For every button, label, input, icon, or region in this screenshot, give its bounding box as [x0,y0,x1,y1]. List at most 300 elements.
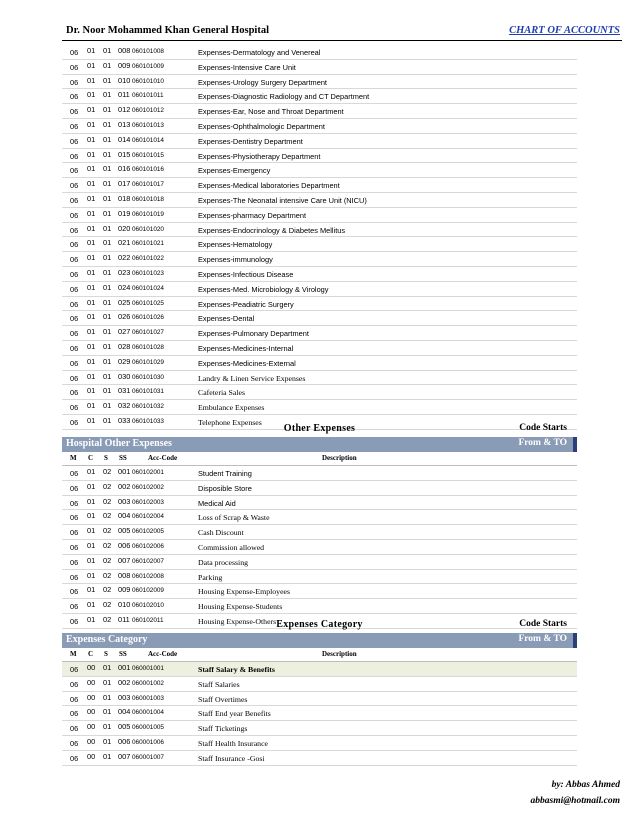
cell-ss: 028 [118,341,131,351]
cell-description: Expenses-Med. Microbiology & Virology [198,284,329,294]
cell-c: 01 [87,496,96,506]
cell-ss: 009 [118,60,131,70]
col-description: Description [322,454,357,462]
table-row [62,692,577,707]
cell-description: Expenses-Peadiatric Surgery [198,299,294,309]
cell-ss: 005 [118,722,131,732]
cell-m: 06 [70,92,79,102]
header-divider [62,40,622,41]
cell-ss: 005 [118,526,131,536]
cell-description: Expenses-Medicines-External [198,358,296,368]
cell-s: 01 [103,751,112,761]
table-row [62,540,577,555]
cell-m: 06 [70,753,79,763]
author-email: abbasmi@hotmail.com [530,796,620,806]
cell-c: 01 [87,208,96,218]
cell-s: 02 [103,614,112,624]
cell-s: 01 [103,282,112,292]
table-row [62,341,577,356]
table-row [62,662,577,677]
cell-c: 01 [87,312,96,322]
cell-acc-code: 060101027 [132,329,164,337]
cell-description: Expenses-Ophthalmologic Department [198,121,325,131]
table-row [62,736,577,751]
cell-s: 01 [103,707,112,717]
cell-c: 00 [87,751,96,761]
chart-of-accounts-label: CHART OF ACCOUNTS [509,25,620,36]
cell-m: 06 [70,329,79,339]
cell-s: 01 [103,297,112,307]
cell-ss: 013 [118,119,131,129]
table-row [62,496,577,511]
cell-ss: 006 [118,736,131,746]
cell-c: 01 [87,481,96,491]
cell-s: 01 [103,736,112,746]
cell-m: 06 [70,343,79,353]
from-to-label: From & TO [518,438,567,448]
cell-s: 01 [103,722,112,732]
cell-m: 06 [70,417,79,427]
cell-m: 06 [70,314,79,324]
other-expenses-section [62,421,577,629]
cell-description: Staff Salary & Benefits [198,665,275,674]
cell-acc-code: 060101032 [132,403,164,411]
cell-m: 06 [70,483,79,493]
col-c: C [88,454,94,462]
cell-c: 00 [87,722,96,732]
cell-s: 01 [103,415,112,425]
cell-c: 00 [87,677,96,687]
cell-m: 06 [70,299,79,309]
cell-ss: 004 [118,707,131,717]
cell-c: 01 [87,75,96,85]
cell-description: Staff Ticketings [198,724,248,734]
cell-c: 01 [87,555,96,565]
cell-c: 01 [87,467,96,476]
cell-s: 01 [103,134,112,144]
cell-description: Expenses-Medical laboratories Department [198,181,340,191]
cell-m: 06 [70,709,79,719]
cell-acc-code: 060102001 [132,469,164,476]
table-row [62,193,577,208]
cell-s: 01 [103,75,112,85]
cell-description: Disposible Store [198,483,252,493]
author-credit: by: Abbas Ahmed [551,780,620,790]
hospital-title: Dr. Noor Mohammed Khan General Hospital [66,25,270,36]
cell-ss: 014 [118,134,131,144]
cell-s: 01 [103,119,112,129]
cell-m: 06 [70,528,79,538]
table-row [62,89,577,104]
cell-acc-code: 060101014 [132,136,164,144]
cell-ss: 026 [118,312,131,322]
cell-c: 01 [87,119,96,129]
cell-acc-code: 060101008 [132,48,164,55]
cell-c: 00 [87,736,96,746]
cell-c: 01 [87,614,96,624]
cell-description: Expenses-Dentistry Department [198,136,303,146]
table-row [62,208,577,223]
expenses-category-section [62,614,577,766]
cell-acc-code: 060101009 [132,62,164,70]
section-band [62,633,577,648]
cell-acc-code: 060001003 [132,694,164,702]
cell-description: Staff Insurance -Gosi [198,753,265,763]
cell-ss: 018 [118,193,131,203]
table-row [62,584,577,599]
table-row [62,555,577,570]
cell-c: 01 [87,341,96,351]
table-row [62,45,577,60]
cell-description: Cash Discount [198,528,244,538]
cell-m: 06 [70,616,79,626]
table-row [62,237,577,252]
cell-s: 01 [103,356,112,366]
cell-description: Housing Expense-Students [198,602,283,612]
cell-description: Commission allowed [198,542,265,552]
cell-acc-code: 060101013 [132,121,164,129]
cell-m: 06 [70,62,79,72]
cell-c: 01 [87,46,96,55]
cell-m: 06 [70,513,79,523]
column-header-row [62,648,577,662]
cell-ss: 021 [118,238,131,248]
cell-ss: 016 [118,164,131,174]
cell-acc-code: 060001007 [132,753,164,761]
cell-description: Expenses-Urology Surgery Department [198,77,327,87]
cell-acc-code: 060101033 [132,417,164,425]
cell-ss: 032 [118,401,131,411]
cell-c: 01 [87,386,96,396]
cell-c: 01 [87,60,96,70]
section-title-row [62,421,577,437]
table-row [62,371,577,386]
table-row [62,163,577,178]
cell-description: Loss of Scrap & Waste [198,513,270,523]
cell-acc-code: 060001004 [132,709,164,717]
cell-acc-code: 060101015 [132,151,164,159]
cell-description: Expenses-Endocrinology & Diabetes Mellitus [198,225,346,235]
cell-c: 01 [87,149,96,159]
cell-m: 06 [70,284,79,294]
cell-s: 01 [103,663,112,672]
cell-description: Embulance Expenses [198,403,265,413]
cell-acc-code: 060101029 [132,358,164,366]
cell-m: 06 [70,679,79,689]
cell-ss: 025 [118,297,131,307]
cell-description: Expenses-Pulmonary Department [198,329,309,339]
cell-s: 02 [103,600,112,610]
cell-acc-code: 060102003 [132,498,164,506]
table-row [62,75,577,90]
cell-description: Expenses-Diagnostic Radiology and CT Department [198,92,370,102]
cell-c: 01 [87,282,96,292]
cell-description: Expenses-immunology [198,255,273,265]
table-row [62,510,577,525]
cell-m: 06 [70,255,79,265]
cell-c: 01 [87,371,96,381]
table-row [62,570,577,585]
cell-s: 01 [103,193,112,203]
cell-c: 01 [87,356,96,366]
cell-acc-code: 060101022 [132,255,164,263]
cell-s: 01 [103,46,112,55]
cell-description: Data processing [198,557,249,567]
cell-ss: 011 [118,614,130,624]
col-s: S [104,650,108,658]
cell-s: 01 [103,179,112,189]
cell-acc-code: 060001002 [132,679,164,687]
col-ss: SS [119,650,127,658]
cell-description: Student Training [198,469,252,478]
cell-acc-code: 060101031 [132,388,164,396]
cell-ss: 008 [118,46,131,55]
cell-s: 01 [103,105,112,115]
expenses-department-table [62,45,577,430]
cell-description: Expenses-Hematology [198,240,273,250]
table-row [62,223,577,238]
table-row [62,721,577,736]
cell-acc-code: 060102008 [132,572,164,580]
band-edge [573,437,577,452]
col-acc-code: Acc-Code [148,650,178,658]
cell-c: 01 [87,600,96,610]
cell-acc-code: 060102009 [132,587,164,595]
cell-m: 06 [70,136,79,146]
cell-ss: 007 [118,555,131,565]
cell-ss: 012 [118,105,131,115]
table-row [62,326,577,341]
cell-ss: 011 [118,90,130,100]
cell-description: Staff End year Benefits [198,709,271,719]
cell-c: 00 [87,692,96,702]
cell-acc-code: 060101016 [132,166,164,174]
cell-c: 01 [87,90,96,100]
table-row [62,149,577,164]
cell-c: 01 [87,570,96,580]
table-row [62,282,577,297]
cell-description: Expenses-Dermatology and Venereal [198,48,321,57]
cell-c: 01 [87,253,96,263]
cell-description: Expenses-Physiotherapy Department [198,151,321,161]
cell-description: Staff Health Insurance [198,738,269,748]
table-row [62,178,577,193]
cell-m: 06 [70,77,79,87]
col-m: M [70,454,77,462]
cell-ss: 001 [118,467,131,476]
cell-description: Medical Aid [198,498,236,508]
cell-s: 01 [103,312,112,322]
section-title: Other Expenses [283,423,356,434]
cell-acc-code: 060001001 [132,665,164,672]
cell-ss: 004 [118,511,131,521]
cell-m: 06 [70,121,79,131]
cell-m: 06 [70,694,79,704]
cell-c: 01 [87,540,96,550]
cell-ss: 010 [118,75,131,85]
cell-description: Housing Expense-Employees [198,587,291,597]
cell-acc-code: 060101025 [132,299,164,307]
cell-c: 01 [87,193,96,203]
cell-m: 06 [70,602,79,612]
cell-c: 01 [87,179,96,189]
cell-c: 01 [87,585,96,595]
cell-acc-code: 060102004 [132,513,164,521]
col-ss: SS [119,454,127,462]
table-row [62,134,577,149]
col-s: S [104,454,108,462]
cell-acc-code: 060101010 [132,77,164,85]
cell-s: 01 [103,386,112,396]
cell-m: 06 [70,388,79,398]
cell-c: 01 [87,223,96,233]
cell-ss: 006 [118,540,131,550]
cell-description: Cafeteria Sales [198,388,245,398]
table-row [62,104,577,119]
cell-c: 00 [87,707,96,717]
cell-m: 06 [70,587,79,597]
cell-description: Expenses-The Neonatal intensive Care Unit (NICU) [198,195,367,205]
cell-ss: 015 [118,149,131,159]
cell-acc-code: 060101019 [132,210,164,218]
cell-m: 06 [70,373,79,383]
cell-s: 01 [103,223,112,233]
cell-c: 01 [87,238,96,248]
cell-acc-code: 060102007 [132,557,164,565]
code-starts-label: Code Starts [519,619,567,629]
table-row [62,311,577,326]
col-description: Description [322,650,357,658]
cell-s: 01 [103,327,112,337]
cell-ss: 003 [118,496,131,506]
cell-s: 01 [103,267,112,277]
cell-m: 06 [70,403,79,413]
cell-acc-code: 060101020 [132,225,164,233]
cell-s: 01 [103,371,112,381]
cell-ss: 029 [118,356,131,366]
cell-acc-code: 060102006 [132,542,164,550]
cell-description: Housing Expense-Others [198,616,277,626]
table-row [62,356,577,371]
cell-ss: 010 [118,600,131,610]
cell-acc-code: 060102010 [132,602,164,610]
cell-acc-code: 060101028 [132,343,164,351]
table-row [62,481,577,496]
table-row [62,466,577,481]
cell-acc-code: 060102011 [132,616,164,624]
cell-m: 06 [70,572,79,582]
cell-ss: 017 [118,179,131,189]
cell-c: 01 [87,327,96,337]
from-to-label: From & TO [518,634,567,644]
cell-m: 06 [70,225,79,235]
section-title: Expenses Category [276,619,363,630]
cell-s: 01 [103,692,112,702]
cell-s: 02 [103,526,112,536]
cell-s: 01 [103,164,112,174]
band-edge [573,633,577,648]
cell-m: 06 [70,195,79,205]
cell-acc-code: 060101012 [132,107,164,115]
table-row [62,297,577,312]
table-row [62,267,577,282]
cell-ss: 020 [118,223,131,233]
cell-c: 01 [87,526,96,536]
cell-m: 06 [70,358,79,368]
cell-c: 01 [87,401,96,411]
column-header-row [62,452,577,466]
col-acc-code: Acc-Code [148,454,178,462]
cell-c: 01 [87,164,96,174]
cell-description: Expenses-pharmacy Department [198,210,307,220]
cell-acc-code: 060101017 [132,181,164,189]
cell-ss: 008 [118,570,131,580]
col-c: C [88,650,94,658]
cell-description: Expenses-Dental [198,314,255,324]
cell-acc-code: 060101024 [132,284,164,292]
cell-m: 06 [70,151,79,161]
cell-m: 06 [70,181,79,191]
expenses-category-rows [62,662,577,766]
cell-description: Expenses-Emergency [198,166,271,176]
cell-ss: 007 [118,751,131,761]
cell-c: 01 [87,134,96,144]
code-starts-label: Code Starts [519,423,567,433]
cell-s: 02 [103,585,112,595]
cell-ss: 024 [118,282,131,292]
cell-acc-code: 060101011 [132,92,164,100]
cell-s: 01 [103,253,112,263]
cell-description: Parking [198,572,223,582]
cell-c: 01 [87,297,96,307]
band-label: Hospital Other Expenses [66,438,172,449]
cell-description: Expenses-Intensive Care Unit [198,62,296,72]
cell-c: 01 [87,511,96,521]
cell-c: 01 [87,415,96,425]
cell-m: 06 [70,269,79,279]
cell-s: 01 [103,90,112,100]
cell-acc-code: 060001006 [132,738,164,746]
table-row [62,599,577,614]
cell-ss: 009 [118,585,131,595]
col-m: M [70,650,77,658]
cell-description: Staff Overtimes [198,694,248,704]
table-row [62,525,577,540]
cell-acc-code: 060101030 [132,373,164,381]
cell-acc-code: 060101021 [132,240,164,248]
cell-m: 06 [70,166,79,176]
cell-ss: 002 [118,481,131,491]
cell-s: 01 [103,208,112,218]
cell-s: 01 [103,60,112,70]
table-row [62,751,577,766]
cell-c: 00 [87,663,96,672]
cell-m: 06 [70,210,79,220]
section-band [62,437,577,452]
cell-description: Expenses-Ear, Nose and Throat Department [198,107,344,117]
cell-s: 02 [103,540,112,550]
cell-s: 01 [103,677,112,687]
cell-ss: 001 [118,663,131,672]
band-label: Expenses Category [66,634,148,645]
cell-description: Expenses-Infectious Disease [198,269,294,279]
cell-acc-code: 060001005 [132,724,164,732]
cell-s: 02 [103,467,112,476]
cell-m: 06 [70,107,79,117]
cell-m: 06 [70,240,79,250]
cell-ss: 003 [118,692,131,702]
table-row [62,385,577,400]
